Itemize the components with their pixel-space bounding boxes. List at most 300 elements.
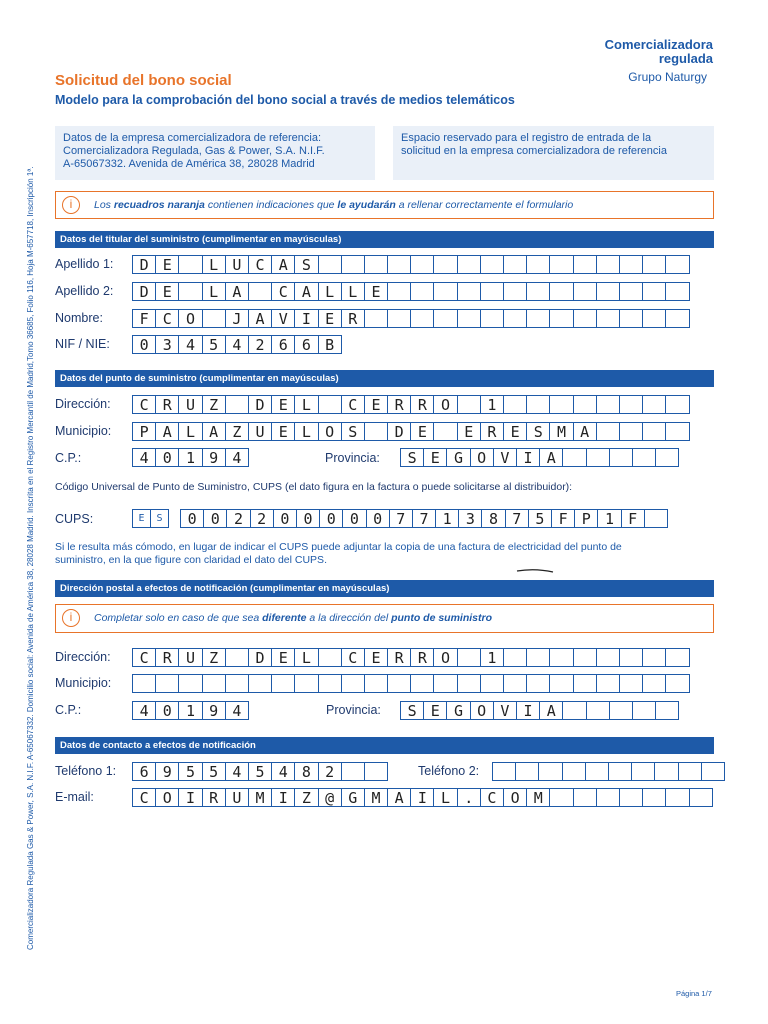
char-box[interactable] xyxy=(538,762,562,781)
char-box[interactable]: E xyxy=(271,648,295,667)
char-box[interactable]: 4 xyxy=(225,448,249,467)
char-box[interactable]: E xyxy=(457,422,481,441)
field-postal-provincia[interactable] xyxy=(400,701,679,720)
char-box[interactable]: 4 xyxy=(178,335,202,354)
char-box[interactable]: M xyxy=(549,422,573,441)
char-box[interactable]: L xyxy=(433,788,457,807)
char-box[interactable] xyxy=(562,701,586,720)
field-postal-cp[interactable] xyxy=(132,701,249,720)
char-box[interactable]: 1 xyxy=(178,448,202,467)
char-box[interactable]: E xyxy=(318,309,342,328)
char-box[interactable] xyxy=(642,422,666,441)
char-box[interactable] xyxy=(586,701,610,720)
char-box[interactable] xyxy=(596,648,620,667)
char-box[interactable] xyxy=(665,395,689,414)
char-box[interactable] xyxy=(248,674,272,693)
char-box[interactable]: C xyxy=(248,255,272,274)
field-apellido2[interactable] xyxy=(132,282,690,301)
char-box[interactable] xyxy=(480,674,504,693)
char-box[interactable]: S xyxy=(150,509,169,528)
char-box[interactable]: S xyxy=(294,255,318,274)
char-box[interactable] xyxy=(526,309,550,328)
char-box[interactable] xyxy=(596,255,620,274)
char-box[interactable] xyxy=(457,282,481,301)
char-box[interactable]: E xyxy=(271,422,295,441)
char-box[interactable] xyxy=(480,255,504,274)
char-box[interactable]: A xyxy=(271,255,295,274)
char-box[interactable]: I xyxy=(271,788,295,807)
char-box[interactable] xyxy=(364,255,388,274)
char-box[interactable] xyxy=(632,448,656,467)
char-box[interactable]: F xyxy=(621,509,645,528)
char-box[interactable]: 5 xyxy=(202,762,226,781)
char-box[interactable] xyxy=(596,309,620,328)
char-box[interactable] xyxy=(225,674,249,693)
char-box[interactable] xyxy=(619,309,643,328)
char-box[interactable]: B xyxy=(318,335,342,354)
char-box[interactable]: C xyxy=(155,309,179,328)
field-cups[interactable] xyxy=(180,509,668,528)
char-box[interactable]: L xyxy=(202,255,226,274)
char-box[interactable] xyxy=(642,282,666,301)
field-postal-direccion[interactable] xyxy=(132,648,690,667)
char-box[interactable]: D xyxy=(132,282,156,301)
char-box[interactable]: R xyxy=(387,648,411,667)
char-box[interactable]: 1 xyxy=(435,509,459,528)
char-box[interactable]: E xyxy=(503,422,527,441)
char-box[interactable]: A xyxy=(225,282,249,301)
char-box[interactable]: 5 xyxy=(202,335,226,354)
char-box[interactable]: E xyxy=(423,448,447,467)
char-box[interactable]: P xyxy=(574,509,598,528)
char-box[interactable]: 6 xyxy=(132,762,156,781)
char-box[interactable]: O xyxy=(318,422,342,441)
char-box[interactable]: O xyxy=(433,648,457,667)
char-box[interactable] xyxy=(457,255,481,274)
char-box[interactable]: L xyxy=(294,422,318,441)
char-box[interactable] xyxy=(457,674,481,693)
char-box[interactable] xyxy=(586,448,610,467)
char-box[interactable]: G xyxy=(446,701,470,720)
char-box[interactable]: 4 xyxy=(132,448,156,467)
char-box[interactable]: 0 xyxy=(155,701,179,720)
char-box[interactable]: U xyxy=(178,395,202,414)
char-box[interactable]: Z xyxy=(225,422,249,441)
char-box[interactable] xyxy=(526,674,550,693)
char-box[interactable]: 1 xyxy=(597,509,621,528)
char-box[interactable] xyxy=(271,674,295,693)
char-box[interactable] xyxy=(457,648,481,667)
char-box[interactable]: 0 xyxy=(132,335,156,354)
char-box[interactable] xyxy=(678,762,702,781)
char-box[interactable] xyxy=(573,788,597,807)
char-box[interactable]: 8 xyxy=(481,509,505,528)
char-box[interactable]: C xyxy=(132,395,156,414)
char-box[interactable]: 7 xyxy=(412,509,436,528)
char-box[interactable] xyxy=(642,395,666,414)
char-box[interactable]: C xyxy=(341,395,365,414)
char-box[interactable] xyxy=(480,282,504,301)
char-box[interactable] xyxy=(492,762,516,781)
char-box[interactable] xyxy=(202,674,226,693)
char-box[interactable] xyxy=(410,674,434,693)
char-box[interactable] xyxy=(387,309,411,328)
char-box[interactable] xyxy=(549,282,573,301)
char-box[interactable]: Z xyxy=(202,395,226,414)
char-box[interactable]: R xyxy=(202,788,226,807)
char-box[interactable] xyxy=(642,788,666,807)
char-box[interactable] xyxy=(573,674,597,693)
char-box[interactable]: 2 xyxy=(250,509,274,528)
char-box[interactable] xyxy=(364,309,388,328)
char-box[interactable] xyxy=(225,395,249,414)
char-box[interactable] xyxy=(665,282,689,301)
char-box[interactable]: E xyxy=(271,395,295,414)
char-box[interactable] xyxy=(573,309,597,328)
char-box[interactable] xyxy=(433,255,457,274)
field-postal-municipio[interactable] xyxy=(132,674,690,693)
char-box[interactable]: 6 xyxy=(271,335,295,354)
char-box[interactable]: A xyxy=(248,309,272,328)
char-box[interactable] xyxy=(573,648,597,667)
char-box[interactable] xyxy=(642,674,666,693)
char-box[interactable]: 4 xyxy=(132,701,156,720)
char-box[interactable] xyxy=(619,648,643,667)
char-box[interactable] xyxy=(562,762,586,781)
field-email[interactable] xyxy=(132,788,713,807)
char-box[interactable] xyxy=(596,788,620,807)
char-box[interactable]: A xyxy=(387,788,411,807)
char-box[interactable] xyxy=(655,448,679,467)
char-box[interactable] xyxy=(410,282,434,301)
char-box[interactable]: I xyxy=(410,788,434,807)
char-box[interactable] xyxy=(619,255,643,274)
char-box[interactable]: I xyxy=(294,309,318,328)
char-box[interactable]: 3 xyxy=(458,509,482,528)
char-box[interactable]: 4 xyxy=(225,701,249,720)
field-nif[interactable] xyxy=(132,335,342,354)
field-direccion[interactable] xyxy=(132,395,690,414)
char-box[interactable]: L xyxy=(178,422,202,441)
char-box[interactable]: E xyxy=(423,701,447,720)
char-box[interactable] xyxy=(549,674,573,693)
char-box[interactable]: 2 xyxy=(318,762,342,781)
char-box[interactable] xyxy=(225,648,249,667)
char-box[interactable]: U xyxy=(225,788,249,807)
char-box[interactable] xyxy=(562,448,586,467)
char-box[interactable] xyxy=(526,255,550,274)
char-box[interactable]: 9 xyxy=(202,448,226,467)
char-box[interactable]: D xyxy=(248,648,272,667)
char-box[interactable]: G xyxy=(446,448,470,467)
char-box[interactable]: A xyxy=(573,422,597,441)
char-box[interactable] xyxy=(480,309,504,328)
char-box[interactable]: M xyxy=(526,788,550,807)
char-box[interactable] xyxy=(294,674,318,693)
char-box[interactable] xyxy=(665,788,689,807)
char-box[interactable] xyxy=(341,255,365,274)
char-box[interactable] xyxy=(433,422,457,441)
char-box[interactable] xyxy=(665,309,689,328)
char-box[interactable]: R xyxy=(410,395,434,414)
char-box[interactable] xyxy=(318,648,342,667)
char-box[interactable]: 9 xyxy=(155,762,179,781)
char-box[interactable]: L xyxy=(294,395,318,414)
char-box[interactable]: L xyxy=(294,648,318,667)
char-box[interactable]: O xyxy=(178,309,202,328)
char-box[interactable] xyxy=(178,282,202,301)
char-box[interactable] xyxy=(503,255,527,274)
char-box[interactable]: O xyxy=(155,788,179,807)
char-box[interactable] xyxy=(178,674,202,693)
char-box[interactable] xyxy=(433,282,457,301)
char-box[interactable] xyxy=(503,309,527,328)
char-box[interactable] xyxy=(549,648,573,667)
char-box[interactable]: D xyxy=(132,255,156,274)
char-box[interactable]: I xyxy=(516,448,540,467)
char-box[interactable] xyxy=(364,762,388,781)
char-box[interactable]: F xyxy=(551,509,575,528)
char-box[interactable]: 2 xyxy=(226,509,250,528)
char-box[interactable] xyxy=(619,395,643,414)
char-box[interactable] xyxy=(155,674,179,693)
char-box[interactable] xyxy=(410,309,434,328)
char-box[interactable]: L xyxy=(341,282,365,301)
char-box[interactable] xyxy=(654,762,678,781)
char-box[interactable] xyxy=(596,422,620,441)
label-telefono1: Teléfono 1: xyxy=(55,764,117,778)
char-box[interactable]: F xyxy=(132,309,156,328)
char-box[interactable]: O xyxy=(433,395,457,414)
label-direccion: Dirección: xyxy=(55,397,111,411)
char-box[interactable]: 0 xyxy=(273,509,297,528)
char-box[interactable] xyxy=(433,674,457,693)
char-box[interactable] xyxy=(596,674,620,693)
char-box[interactable]: 4 xyxy=(271,762,295,781)
char-box[interactable] xyxy=(433,309,457,328)
field-telefono1[interactable] xyxy=(132,762,388,781)
char-box[interactable] xyxy=(503,282,527,301)
char-box[interactable]: E xyxy=(364,395,388,414)
char-box[interactable]: S xyxy=(526,422,550,441)
char-box[interactable] xyxy=(573,255,597,274)
char-box[interactable]: O xyxy=(503,788,527,807)
char-box[interactable]: C xyxy=(132,648,156,667)
char-box[interactable] xyxy=(549,395,573,414)
char-box[interactable]: 6 xyxy=(294,335,318,354)
char-box[interactable]: L xyxy=(318,282,342,301)
char-box[interactable]: O xyxy=(470,701,494,720)
char-box[interactable]: 0 xyxy=(366,509,390,528)
char-box[interactable] xyxy=(364,422,388,441)
char-box[interactable] xyxy=(318,255,342,274)
field-nombre[interactable] xyxy=(132,309,690,328)
char-box[interactable]: P xyxy=(132,422,156,441)
char-box[interactable]: R xyxy=(155,648,179,667)
char-box[interactable]: C xyxy=(132,788,156,807)
char-box[interactable]: D xyxy=(387,422,411,441)
char-box[interactable] xyxy=(515,762,539,781)
char-box[interactable] xyxy=(596,395,620,414)
char-box[interactable] xyxy=(665,422,689,441)
char-box[interactable] xyxy=(642,255,666,274)
char-box[interactable] xyxy=(585,762,609,781)
char-box[interactable] xyxy=(318,674,342,693)
char-box[interactable]: R xyxy=(480,422,504,441)
char-box[interactable]: V xyxy=(271,309,295,328)
char-box[interactable]: 4 xyxy=(225,335,249,354)
char-box[interactable]: Z xyxy=(294,788,318,807)
char-box[interactable] xyxy=(642,648,666,667)
field-cp[interactable] xyxy=(132,448,249,467)
char-box[interactable]: U xyxy=(178,648,202,667)
char-box[interactable] xyxy=(619,422,643,441)
char-box[interactable]: R xyxy=(155,395,179,414)
char-box[interactable] xyxy=(665,255,689,274)
char-box[interactable] xyxy=(701,762,725,781)
char-box[interactable] xyxy=(387,255,411,274)
char-box[interactable]: . xyxy=(457,788,481,807)
section-header-postal: Dirección postal a efectos de notificación (cumplimentar en mayúsculas) xyxy=(55,580,714,597)
char-box[interactable] xyxy=(202,309,226,328)
field-provincia[interactable] xyxy=(400,448,679,467)
char-box[interactable]: E xyxy=(155,255,179,274)
char-box[interactable]: 0 xyxy=(319,509,343,528)
char-box[interactable] xyxy=(609,701,633,720)
char-box[interactable] xyxy=(132,674,156,693)
char-box[interactable]: D xyxy=(248,395,272,414)
char-box[interactable]: 0 xyxy=(180,509,204,528)
char-box[interactable]: A xyxy=(202,422,226,441)
char-box[interactable]: I xyxy=(178,788,202,807)
char-box[interactable] xyxy=(619,788,643,807)
char-box[interactable]: A xyxy=(539,701,563,720)
char-box[interactable]: C xyxy=(271,282,295,301)
char-box[interactable]: 0 xyxy=(296,509,320,528)
char-box[interactable] xyxy=(549,255,573,274)
char-box[interactable]: 2 xyxy=(248,335,272,354)
char-box[interactable]: E xyxy=(410,422,434,441)
char-box[interactable]: A xyxy=(539,448,563,467)
char-box[interactable]: 7 xyxy=(389,509,413,528)
field-cups-prefix[interactable] xyxy=(132,509,169,528)
char-box[interactable]: Z xyxy=(202,648,226,667)
char-box[interactable]: 1 xyxy=(480,648,504,667)
char-box[interactable]: R xyxy=(387,395,411,414)
char-box[interactable] xyxy=(596,282,620,301)
char-box[interactable] xyxy=(526,282,550,301)
char-box[interactable]: O xyxy=(470,448,494,467)
char-box[interactable] xyxy=(387,282,411,301)
char-box[interactable] xyxy=(665,674,689,693)
char-box[interactable]: V xyxy=(493,448,517,467)
char-box[interactable]: L xyxy=(202,282,226,301)
char-box[interactable] xyxy=(573,395,597,414)
char-box[interactable] xyxy=(248,282,272,301)
char-box[interactable]: M xyxy=(364,788,388,807)
char-box[interactable]: I xyxy=(516,701,540,720)
char-box[interactable]: V xyxy=(493,701,517,720)
field-municipio[interactable] xyxy=(132,422,690,441)
char-box[interactable] xyxy=(503,648,527,667)
char-box[interactable] xyxy=(609,448,633,467)
char-box[interactable]: 3 xyxy=(155,335,179,354)
char-box[interactable] xyxy=(573,282,597,301)
field-telefono2[interactable] xyxy=(492,762,725,781)
char-box[interactable] xyxy=(549,788,573,807)
char-box[interactable] xyxy=(619,674,643,693)
char-box[interactable]: 7 xyxy=(505,509,529,528)
char-box[interactable]: E xyxy=(155,282,179,301)
char-box[interactable] xyxy=(608,762,632,781)
char-box[interactable]: 9 xyxy=(202,701,226,720)
char-box[interactable]: J xyxy=(225,309,249,328)
char-box[interactable] xyxy=(526,395,550,414)
char-box[interactable] xyxy=(178,255,202,274)
char-box[interactable] xyxy=(410,255,434,274)
char-box[interactable]: S xyxy=(341,422,365,441)
char-box[interactable] xyxy=(457,309,481,328)
char-box[interactable]: E xyxy=(364,648,388,667)
char-box[interactable]: 5 xyxy=(178,762,202,781)
char-box[interactable]: M xyxy=(248,788,272,807)
char-box[interactable]: R xyxy=(341,309,365,328)
char-box[interactable]: 0 xyxy=(155,448,179,467)
char-box[interactable] xyxy=(364,674,388,693)
char-box[interactable] xyxy=(341,674,365,693)
char-box[interactable] xyxy=(665,648,689,667)
char-box[interactable]: C xyxy=(480,788,504,807)
char-box[interactable] xyxy=(655,701,679,720)
char-box[interactable]: 0 xyxy=(203,509,227,528)
char-box[interactable]: E xyxy=(364,282,388,301)
char-box[interactable]: A xyxy=(294,282,318,301)
char-box[interactable]: @ xyxy=(318,788,342,807)
char-box[interactable]: E xyxy=(132,509,151,528)
char-box[interactable]: S xyxy=(400,701,424,720)
char-box[interactable] xyxy=(318,395,342,414)
char-box[interactable] xyxy=(526,648,550,667)
char-box[interactable]: 1 xyxy=(480,395,504,414)
char-box[interactable]: C xyxy=(341,648,365,667)
char-box[interactable]: G xyxy=(341,788,365,807)
char-box[interactable] xyxy=(387,674,411,693)
char-box[interactable]: A xyxy=(155,422,179,441)
char-box[interactable]: 8 xyxy=(294,762,318,781)
char-box[interactable] xyxy=(457,395,481,414)
char-box[interactable] xyxy=(689,788,713,807)
char-box[interactable] xyxy=(632,701,656,720)
char-box[interactable]: 4 xyxy=(225,762,249,781)
char-box[interactable] xyxy=(503,674,527,693)
char-box[interactable]: 1 xyxy=(178,701,202,720)
char-box[interactable]: 0 xyxy=(342,509,366,528)
char-box[interactable] xyxy=(549,309,573,328)
char-box[interactable]: U xyxy=(248,422,272,441)
char-box[interactable] xyxy=(503,395,527,414)
char-box[interactable]: R xyxy=(410,648,434,667)
field-apellido1[interactable] xyxy=(132,255,690,274)
char-box[interactable] xyxy=(619,282,643,301)
char-box[interactable]: U xyxy=(225,255,249,274)
char-box[interactable]: S xyxy=(400,448,424,467)
char-box[interactable] xyxy=(341,762,365,781)
char-box[interactable]: 5 xyxy=(528,509,552,528)
char-box[interactable] xyxy=(644,509,668,528)
char-box[interactable]: 5 xyxy=(248,762,272,781)
char-box[interactable] xyxy=(642,309,666,328)
char-box[interactable] xyxy=(631,762,655,781)
